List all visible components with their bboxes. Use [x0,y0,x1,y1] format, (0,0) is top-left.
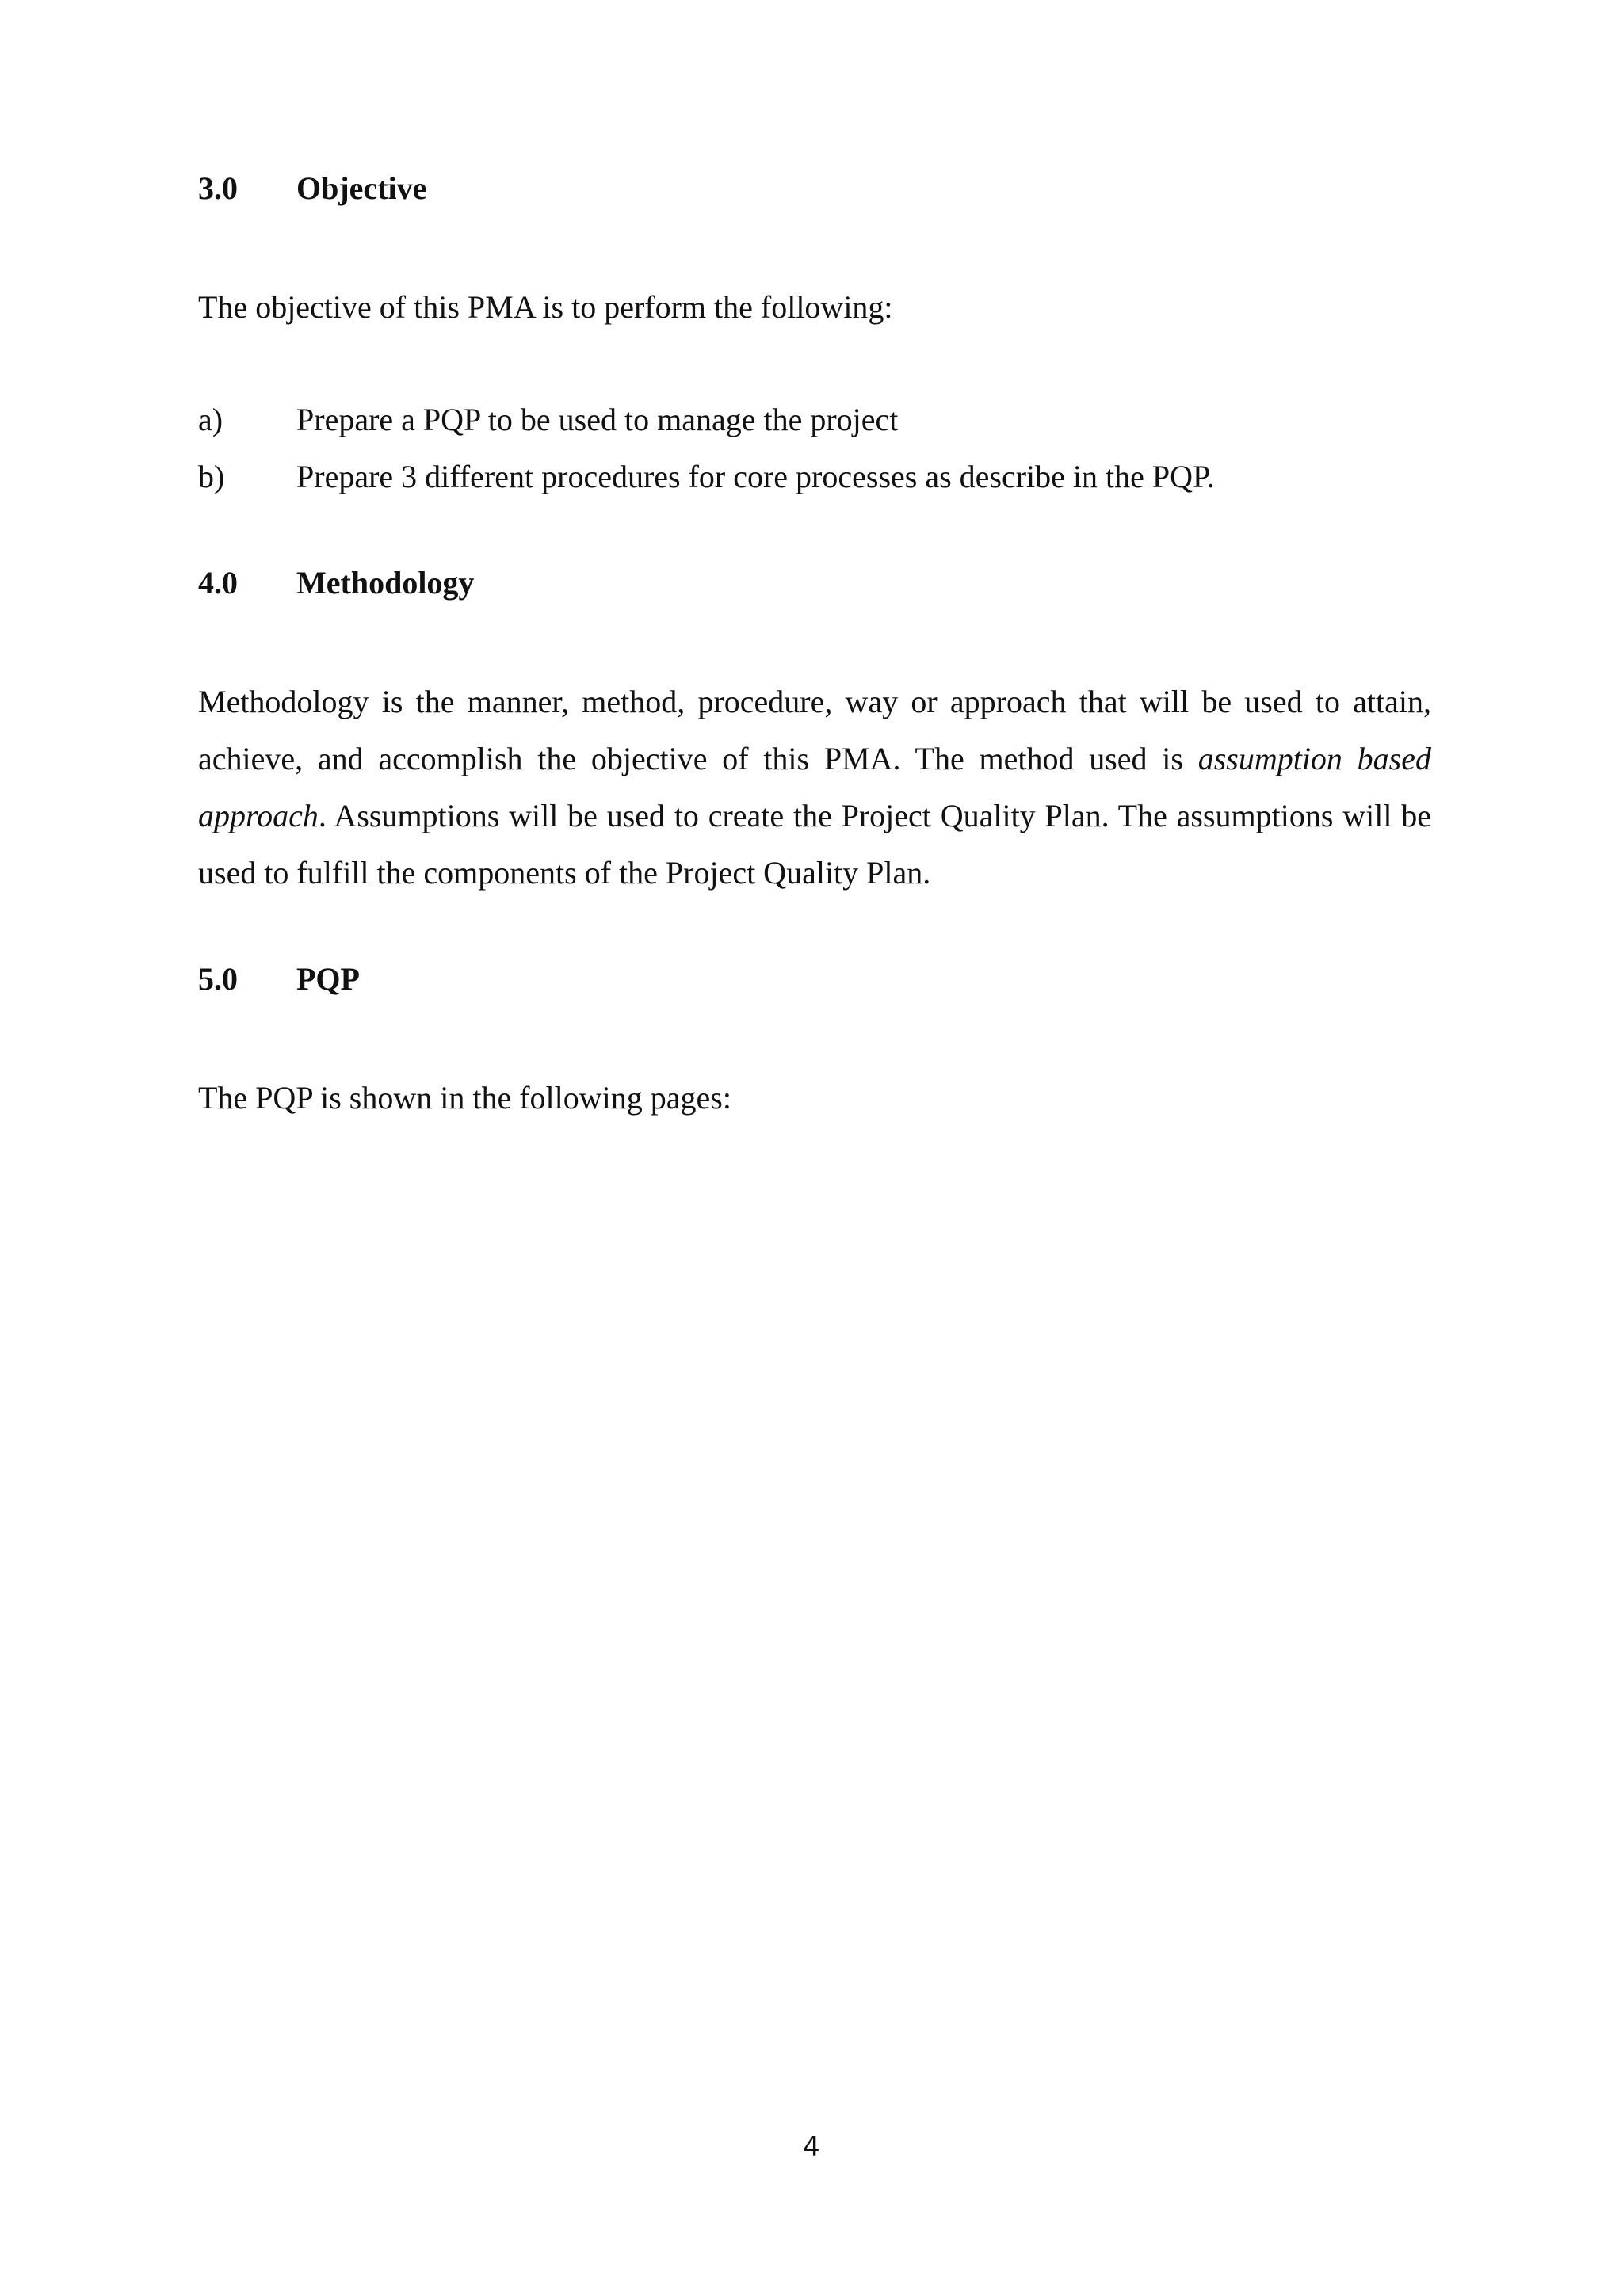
section-number: 3.0 [198,170,238,206]
list-text: Prepare 3 different procedures for core processes as describe in the PQP. [296,459,1215,494]
methodology-paragraph [198,673,1431,902]
list-item [198,391,1431,448]
methodology-emphasis: assumption based approach [198,741,1431,833]
section-title: PQP [296,961,360,997]
pqp-paragraph: The PQP is shown in the following pages: [198,1080,731,1116]
list-marker: a) [198,402,223,437]
section-title: Methodology [296,565,475,601]
section-number: 4.0 [198,565,238,601]
methodology-text-part1: Methodology is the manner, method, procedure, way or approach that will be used to attain, achieve, and accomplish the objective of this PMA. The method used is [198,684,1431,776]
list-marker: b) [198,459,225,494]
section-title: Objective [296,170,427,206]
page-number: 4 [803,2131,820,2163]
objective-intro: The objective of this PMA is to perform the following: [198,289,893,325]
methodology-text-part2: . Assumptions will be used to create the Project Quality Plan. The assumptions will be used to fulfill the components of the Project Quality Plan. [198,798,1431,891]
section-heading-methodology [198,561,1431,605]
section-heading-pqp [198,957,1431,1001]
list-item [198,448,1431,505]
section-number: 5.0 [198,961,238,997]
list-text: Prepare a PQP to be used to manage the project [296,402,899,437]
section-heading-objective [198,166,1431,211]
page-content [198,166,1431,1127]
